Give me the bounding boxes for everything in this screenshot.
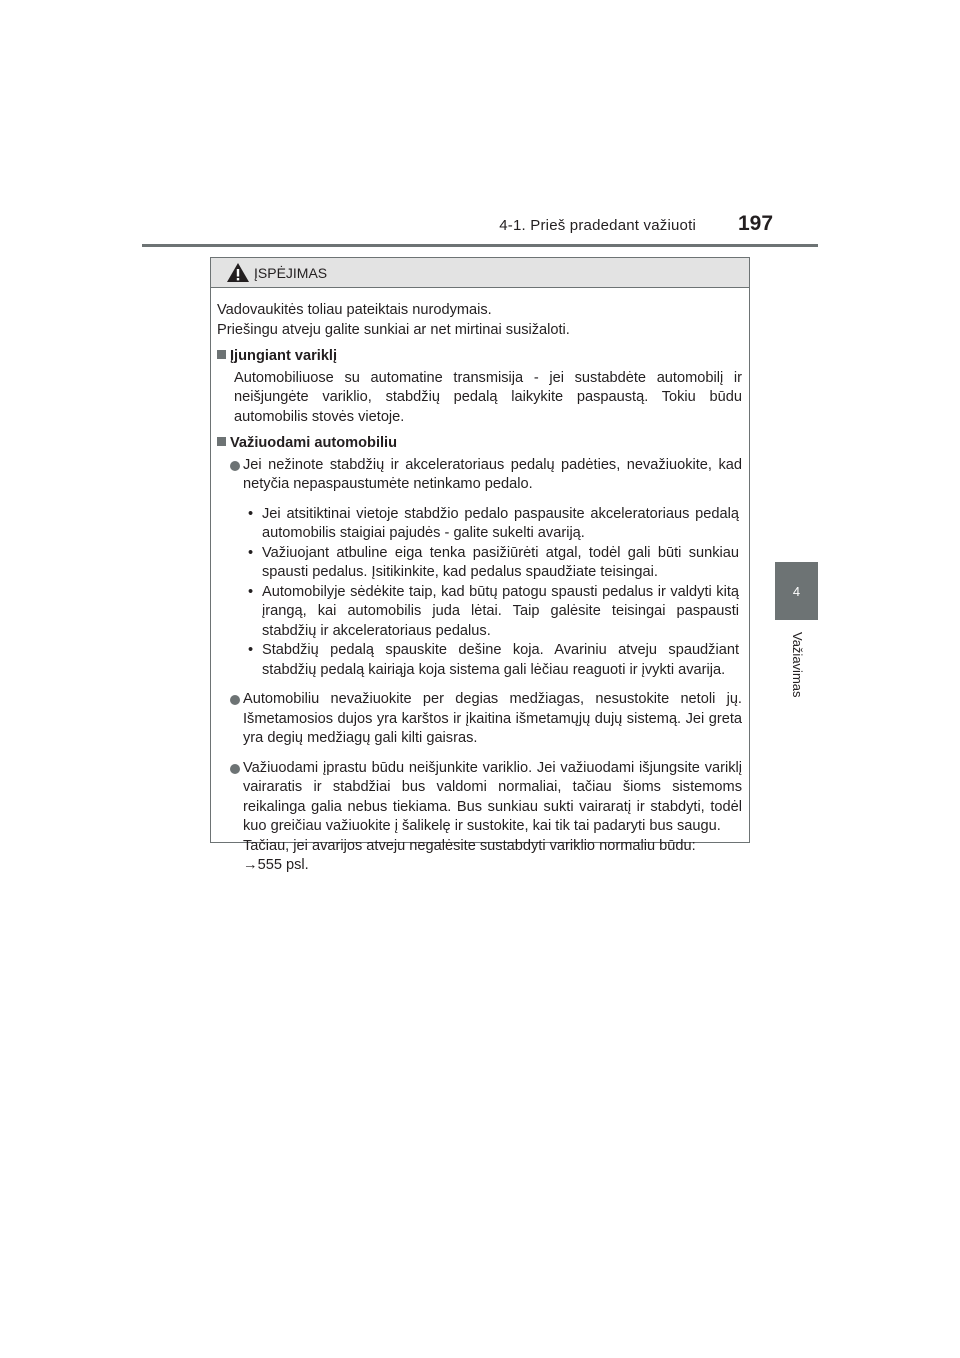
section-text: Automobiliuose su automatine transmisija - jei sustabdėte automobilį ir neišjungėte variklio, stabdžių pedalą laikykite paspaustą. Tokiu būdu automobilis stovės vietoje. <box>234 369 742 425</box>
intro-line: Vadovaukitės toliau pateiktais nurodymais. <box>217 302 492 318</box>
warning-body <box>211 288 749 876</box>
circle-bullet-icon <box>230 764 240 774</box>
sub-list-item: • Stabdžių pedalą spauskite dešine koja. Avariniu atveju spaudžiant stabdžių pedalą kairiąja koja sistema gali lėčiau reaguoti ir įvykti avarija. <box>248 642 739 678</box>
sub-list <box>217 505 742 681</box>
circle-bullet-icon <box>230 461 240 471</box>
section-title: 4-1. Prieš pradedant važiuoti <box>499 217 696 234</box>
dot-bullet-icon: • <box>248 642 254 658</box>
sub-list-item: • Automobilyje sėdėkite taip, kad būtų patogu spausti pedalus ir valdyti kitą įrangą, kai automobilis juda lėtai. Taip galėsite teisingai paspausti stabdžių ir akceleratoriaus pedalus. <box>248 583 739 639</box>
list-item <box>217 690 742 749</box>
list-item-text: Automobiliu nevažiuokite per degias medžiagas, nesustokite netoli jų. Išmetamosios dujos yra karštos ir įkaitina išmetamųjų dujų sistemą. Jei greta yra degių medžiagų gali kilti gaisras. <box>243 691 742 746</box>
header-rule <box>142 244 818 247</box>
section-heading <box>217 434 742 454</box>
list-item-text: Tačiau, jei avarijos atveju negalėsite sustabdyti variklio normaliu būdu: <box>243 837 696 854</box>
dot-bullet-icon: • <box>248 583 254 600</box>
square-bullet-icon <box>217 437 226 446</box>
arrow-right-icon: → <box>243 857 258 873</box>
warning-intro <box>217 301 742 340</box>
section-heading-text: Važiuodami automobiliu <box>230 435 398 451</box>
warning-box <box>210 257 750 873</box>
chapter-label: Važiavimas <box>790 632 805 698</box>
page-number: 197 <box>738 212 774 235</box>
warning-title: ĮSPĖJIMAS <box>254 264 328 281</box>
page-reference-text[interactable]: 555 psl. <box>257 857 309 873</box>
circle-bullet-icon <box>230 695 240 705</box>
dot-bullet-icon: • <box>248 544 254 561</box>
warning-triangle-icon <box>226 262 250 283</box>
square-bullet-icon <box>217 350 226 359</box>
sub-list-item: • Važiuojant atbuline eiga tenka pasižiūrėti atgal, todėl gali būti sunkiau spausti pedalus. Įsitikinkite, kad pedalus spaudžiate teisingai. <box>248 544 739 580</box>
chapter-tab: 4 <box>775 562 818 620</box>
list-item-text: Jei nežinote stabdžių ir akceleratoriaus pedalų padėties, nevažiuokite, kad netyčia nepaspaustumėte netinkamo pedalo. <box>243 456 742 492</box>
section-heading <box>217 347 742 367</box>
list-item <box>217 759 742 876</box>
sub-list-item: • Jei atsitiktinai vietoje stabdžio pedalo paspausite akceleratoriaus pedalą automobilis staigiai pajudės - galite sukelti avariją. <box>248 505 739 541</box>
page-reference[interactable] <box>243 856 742 876</box>
list-item-text: Važiuodami įprastu būdu neišjunkite variklio. Jei važiuodami išjungsite variklį vairaratis ir stabdžiai bus valdomi normaliai, tačiau šioms sistemoms reikalinga galia nebus tiekiama. Bus sunkiau sukti vairaratį ir stabdyti, todėl kuo greičiau važiuokite į šalikelę ir sustokite, kai tik tai padaryti bus saugu. <box>243 759 742 834</box>
dot-bullet-icon: • <box>248 505 254 522</box>
list-item <box>217 456 742 681</box>
section-heading-text: Įjungiant variklį <box>230 348 338 364</box>
warning-header <box>211 258 749 288</box>
intro-line: Priešingu atveju galite sunkiai ar net mirtinai susižaloti. <box>217 321 570 338</box>
